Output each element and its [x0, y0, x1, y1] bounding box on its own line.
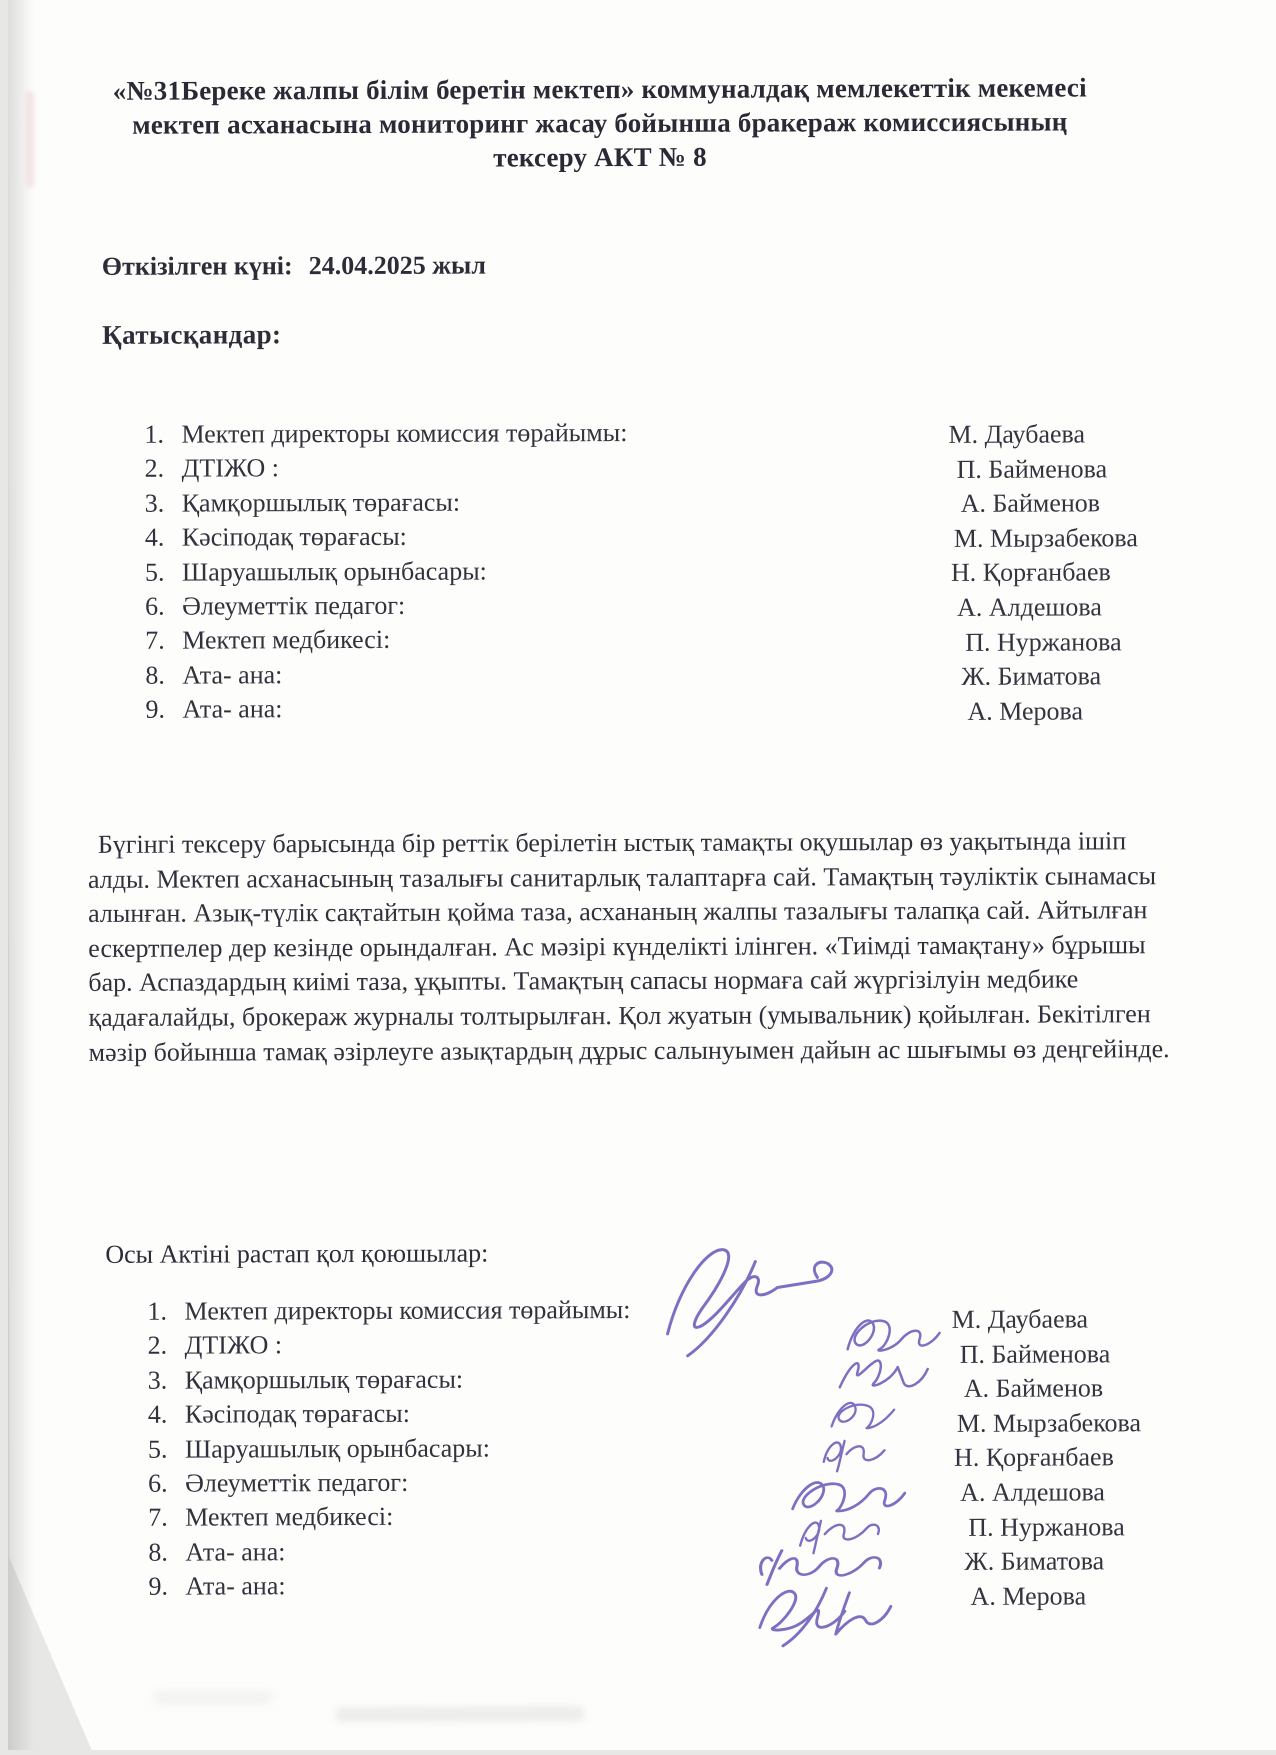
signers-names-column	[949, 1304, 1141, 1616]
page-title-line-2: мектеп асханасына мониторинг жасау бойынша бракераж комиссиясының	[132, 106, 1068, 140]
participant-row	[145, 659, 628, 695]
participant-row	[145, 521, 628, 557]
participant-name: Н. Қорғанбаев	[950, 557, 1111, 588]
participant-row	[145, 556, 628, 592]
participant-number: 6.	[144, 591, 165, 621]
signer-name: А. Алдешова	[960, 1477, 1105, 1507]
participant-name: М. Мырзабекова	[953, 523, 1138, 553]
participant-name: Ж. Биматова	[961, 661, 1102, 692]
signer-row	[148, 1364, 631, 1400]
participants-names-column	[946, 419, 1138, 731]
page-title	[107, 70, 1092, 175]
signer-number: 9.	[148, 1571, 169, 1601]
signature-ink-9	[760, 1588, 891, 1646]
participant-name: М. Даубаева	[948, 419, 1086, 449]
participant-number: 8.	[145, 660, 165, 690]
signer-role: Мектеп директоры комиссия төрайымы:	[184, 1295, 631, 1326]
signature-ink-2	[848, 1320, 940, 1350]
signer-name: А. Байменов	[963, 1373, 1104, 1404]
participant-row	[145, 693, 628, 729]
signer-row	[148, 1467, 631, 1503]
signer-number: 8.	[148, 1537, 168, 1567]
signer-role: ДТІЖО :	[184, 1330, 283, 1360]
signer-row	[148, 1501, 631, 1537]
participants-list	[144, 418, 628, 729]
participant-role: Ата- ана:	[182, 694, 283, 724]
signer-row	[148, 1570, 631, 1606]
participant-name: П. Байменова	[956, 453, 1108, 484]
page-title-line-1: «№31Береке жалпы білім беретін мектеп» коммуналдақ мемлекеттік мекемесі	[112, 72, 1087, 106]
participant-number: 9.	[145, 694, 165, 724]
participant-number: 4.	[144, 522, 165, 552]
signer-row	[148, 1433, 631, 1469]
signer-number: 5.	[147, 1434, 168, 1464]
participant-number: 1.	[144, 419, 165, 449]
signer-number: 1.	[147, 1296, 168, 1326]
participant-role: ДТІЖО :	[181, 453, 280, 483]
signature-ink-8	[760, 1550, 880, 1584]
participant-role: Кәсіподақ төрағасы:	[181, 521, 407, 552]
page-title-line-3: тексеру АКТ № 8	[493, 141, 707, 173]
signature-ink-7	[800, 1521, 879, 1554]
scan-smudge	[335, 1706, 585, 1722]
signature-ink-4	[832, 1403, 895, 1429]
signer-row	[148, 1536, 631, 1572]
participant-number: 5.	[144, 557, 165, 587]
signer-role: Ата- ана:	[185, 1536, 286, 1567]
participant-row	[145, 624, 628, 660]
signer-row	[147, 1295, 630, 1331]
participant-number: 2.	[144, 454, 165, 484]
inspection-summary-paragraph: Бүгінгі тексеру барысында бір реттік берілетін ыстық тамақты оқушылар өз уақытында ішіп алды. Мектеп асханасының тазалығы санитарлық талаптарға сай. Тамақтың тәуліктік сынамасы алынған. Азық-түлік сақтайтын қойма таза, асхананың жалпы тазалығы талапқа сай. Айтылған ескертпелер дер кезінде орындалған. Ас мәзірі күнделікті ілінген. «Тиімді тамақтану» бұрышы бар. Аспаздардың киімі таза, ұқыпты. Тамақтың сапасы нормаға сай жүргізілуін медбике қадағалайды, брокераж журналы толтырылған. Қол жуатын (умывальник) қойылған. Бекітілген мәзір бойынша тамақ әзірлеуге азықтардың дұрыс салынуымен дайын ас шығымы өз деңгейінде.	[87, 826, 1170, 1067]
signer-row	[148, 1329, 631, 1365]
participant-role: Қамқоршылық төрағасы:	[181, 487, 461, 518]
participant-role: Шаруашылық орынбасары:	[181, 556, 487, 587]
participant-row	[145, 487, 628, 523]
participant-name: А. Мерова	[967, 696, 1084, 726]
signer-name: М. Даубаева	[951, 1304, 1089, 1334]
signer-number: 2.	[147, 1331, 168, 1361]
signer-row	[148, 1398, 631, 1434]
signer-role: Ата- ана:	[185, 1571, 286, 1601]
participant-role: Әлеуметтік педагог:	[181, 590, 406, 621]
participant-row	[144, 418, 627, 454]
signer-role: Кәсіподақ төрағасы:	[184, 1398, 410, 1429]
scan-smudge	[153, 1691, 273, 1703]
signature-ink-6	[793, 1482, 905, 1511]
signer-role: Шаруашылық орынбасары:	[184, 1433, 490, 1464]
signature-ink-1	[667, 1249, 832, 1356]
date-value: 24.04.2025 жыл	[308, 250, 486, 281]
signature-ink-3	[840, 1360, 928, 1387]
participant-number: 7.	[145, 625, 165, 656]
date-line	[102, 251, 486, 282]
signer-name: Ж. Биматова	[964, 1546, 1105, 1577]
signer-role: Қамқоршылық төрағасы:	[184, 1364, 464, 1395]
signer-name: М. Мырзабекова	[956, 1408, 1142, 1438]
signer-number: 4.	[147, 1399, 168, 1429]
signer-name: П. Нуржанова	[968, 1511, 1125, 1542]
participant-number: 3.	[144, 488, 165, 518]
participant-name: А. Алдешова	[957, 592, 1102, 622]
participant-row	[145, 590, 628, 626]
participant-row	[145, 452, 628, 488]
signer-number: 7.	[148, 1502, 168, 1533]
signature-ink-5	[824, 1441, 885, 1472]
signer-role: Әлеуметтік педагог:	[185, 1467, 409, 1498]
signer-name: П. Байменова	[959, 1338, 1111, 1369]
signer-role: Мектеп медбикесі:	[185, 1502, 394, 1532]
signers-list	[147, 1295, 631, 1606]
signer-name: А. Мерова	[970, 1581, 1087, 1611]
signers-heading: Осы Актіні растап қол қоюшылар:	[105, 1238, 489, 1269]
participant-role: Ата- ана:	[182, 659, 283, 690]
participant-name: А. Байменов	[960, 488, 1101, 519]
signer-number: 3.	[147, 1365, 168, 1395]
participant-name: П. Нуржанова	[965, 626, 1122, 657]
participants-heading: Қатысқандар:	[102, 319, 282, 350]
participant-role: Мектеп медбикесі:	[182, 625, 391, 655]
date-label: Өткізілген күні:	[101, 251, 293, 281]
signer-name: Н. Қорғанбаев	[953, 1442, 1114, 1473]
participant-role: Мектеп директоры комиссия төрайымы:	[181, 418, 628, 449]
signer-number: 6.	[148, 1468, 168, 1498]
